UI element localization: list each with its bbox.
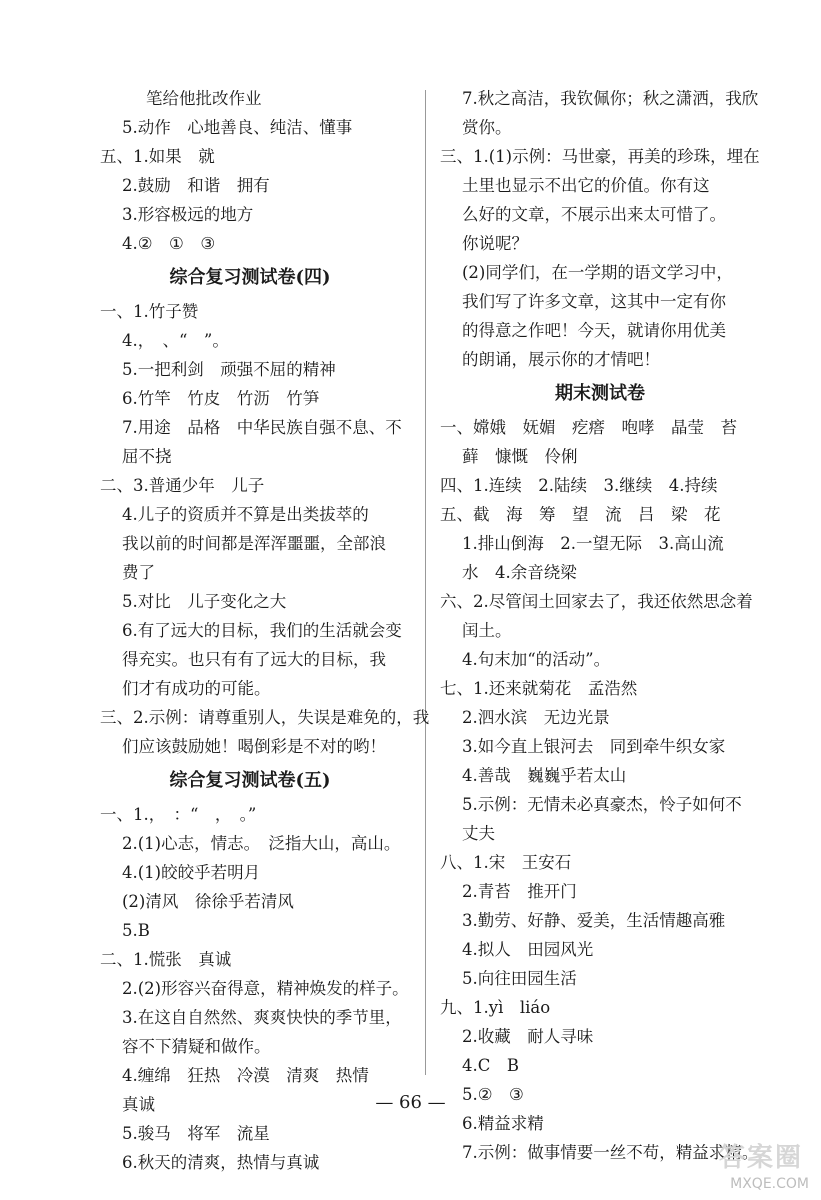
answer-line: 一、1.竹子赞 [100,302,199,321]
answer-line: 真诚 [122,1095,155,1114]
answer-line: 5.骏马 将军 流星 [122,1124,270,1143]
answer-line: 们才有成功的可能。 [122,679,271,698]
answer-line: 4.句末加“的活动”。 [462,650,611,669]
answer-line: 水 4.余音绕梁 [462,563,577,582]
answer-line: 们应该鼓励她！喝倒彩是不对的哟！ [122,737,386,756]
answer-line: 5.向往田园生活 [462,969,577,988]
answer-line: 五、截 海 筹 望 流 吕 梁 花 [440,505,721,524]
answer-line: 容不下猜疑和做作。 [122,1037,271,1056]
answer-line: 闰土。 [462,621,512,640]
section-title: 综合复习测试卷(四) [169,267,331,288]
answer-line: 么好的文章，不展示出来太可惜了。 [462,205,726,224]
answer-line: 2.(1)心志，情志。 泛指大山，高山。 [122,834,401,853]
column-divider [425,90,426,1075]
answer-line: 4.② ① ③ [122,234,216,253]
answer-line: 4.缠绵 狂热 冷漠 清爽 热情 [122,1066,369,1085]
answer-line: 5.一把利剑 顽强不屈的精神 [122,360,336,379]
answer-line: 二、1.慌张 真诚 [100,950,232,969]
answer-line: 费了 [122,563,155,582]
answer-line: 4.儿子的资质并不算是出类拔萃的 [122,505,369,524]
answer-line: 6.秋天的清爽，热情与真诚 [122,1153,320,1172]
answer-line: 得充实。也只有有了远大的目标，我 [122,650,386,669]
answer-line: 4.善哉 巍巍乎若太山 [462,766,627,785]
answer-line: 八、1.宋 王安石 [440,853,572,872]
answer-line: 5.② ③ [462,1085,524,1104]
answer-line: 三、1.(1)示例：马世豪，再美的珍珠，埋在 [440,147,760,166]
answer-line: 4.(1)皎皎乎若明月 [122,863,261,882]
section-title: 期末测试卷 [555,383,645,404]
answer-line: 6.竹竿 竹皮 竹沥 竹笋 [122,389,320,408]
answer-line: 5.动作 心地善良、纯洁、懂事 [122,118,353,137]
watermark-logo [699,1132,809,1192]
answer-line: 2.鼓励 和谐 拥有 [122,176,270,195]
answer-line: 7.秋之高洁，我钦佩你；秋之潇洒，我欣 [462,89,759,108]
answer-line: 5.对比 儿子变化之大 [122,592,287,611]
answer-line: 3.如今直上银河去 同到牵牛织女家 [462,737,726,756]
answer-line: 赏你。 [462,118,512,137]
answer-line: 一、嫦娥 妩媚 疙瘩 咆哮 晶莹 苔 [440,418,737,437]
answer-line: 我们写了许多文章，这其中一定有你 [462,292,726,311]
answer-line: 2.收藏 耐人寻味 [462,1027,594,1046]
right-column [440,84,760,1167]
answer-line: 四、1.连续 2.陆续 3.继续 4.持续 [440,476,718,495]
answer-line: 5.示例：无情未必真豪杰，怜子如何不 [462,795,742,814]
answer-line: 三、2.示例：请尊重别人，失误是难免的，我 [100,708,430,727]
answer-line: 一、1.， ：“ ， 。” [100,805,257,824]
answer-line: 4.， 、“ ”。 [122,331,229,350]
answer-line: 五、1.如果 就 [100,147,215,166]
answer-line: 六、2.尽管闰土回家去了，我还依然思念着 [440,592,753,611]
answer-line: 6.有了远大的目标，我们的生活就会变 [122,621,402,640]
answer-line: 4.拟人 田园风光 [462,940,594,959]
answer-line: (2)同学们，在一学期的语文学习中， [462,263,733,282]
answer-line: 2.(2)形容兴奋得意，精神焕发的样子。 [122,979,409,998]
watermark-site: MXQE.COM [730,1176,809,1192]
answer-line: 5.B [122,921,150,940]
answer-line: (2)清风 徐徐乎若清风 [122,892,294,911]
answer-line: 3.勤劳、好静、爱美，生活情趣高雅 [462,911,726,930]
answer-line: 七、1.还来就菊花 孟浩然 [440,679,638,698]
answer-line: 藓 慷慨 伶俐 [462,447,578,466]
answer-line: 的朗诵，展示你的才情吧！ [462,350,660,369]
answer-line: 6.精益求精 [462,1114,544,1133]
answer-line: 3.在这自自然然、爽爽快快的季节里， [122,1008,402,1027]
answer-line: 笔给他批改作业 [146,89,262,108]
answer-line: 3.形容极远的地方 [122,205,254,224]
answer-line: 二、3.普通少年 儿子 [100,476,265,495]
answer-line: 7.示例：做事情要一丝不苟，精益求精。 [462,1143,759,1162]
answer-line: 7.用途 品格 中华民族自强不息、不 [122,418,402,437]
answer-line: 你说呢？ [462,234,528,253]
answer-line: 2.青苔 推开门 [462,882,577,901]
answer-line: 九、1.yì liáo [440,998,551,1017]
answer-line: 丈夫 [462,824,495,843]
watermark-title: 答案圈 [718,1143,803,1173]
page-number: — 66 — [375,1092,446,1113]
answer-line: 土里也显示不出它的价值。你有这 [462,176,710,195]
answer-line: 我以前的时间都是浑浑噩噩，全部浪 [122,534,386,553]
answer-line: 1.排山倒海 2.一望无际 3.高山流 [462,534,724,553]
answer-line: 4.C B [462,1056,519,1075]
section-title: 综合复习测试卷(五) [169,770,331,791]
answer-line: 2.泗水滨 无边光景 [462,708,610,727]
answer-line: 的得意之作吧！今天，就请你用优美 [462,321,726,340]
answer-line: 屈不挠 [122,447,172,466]
